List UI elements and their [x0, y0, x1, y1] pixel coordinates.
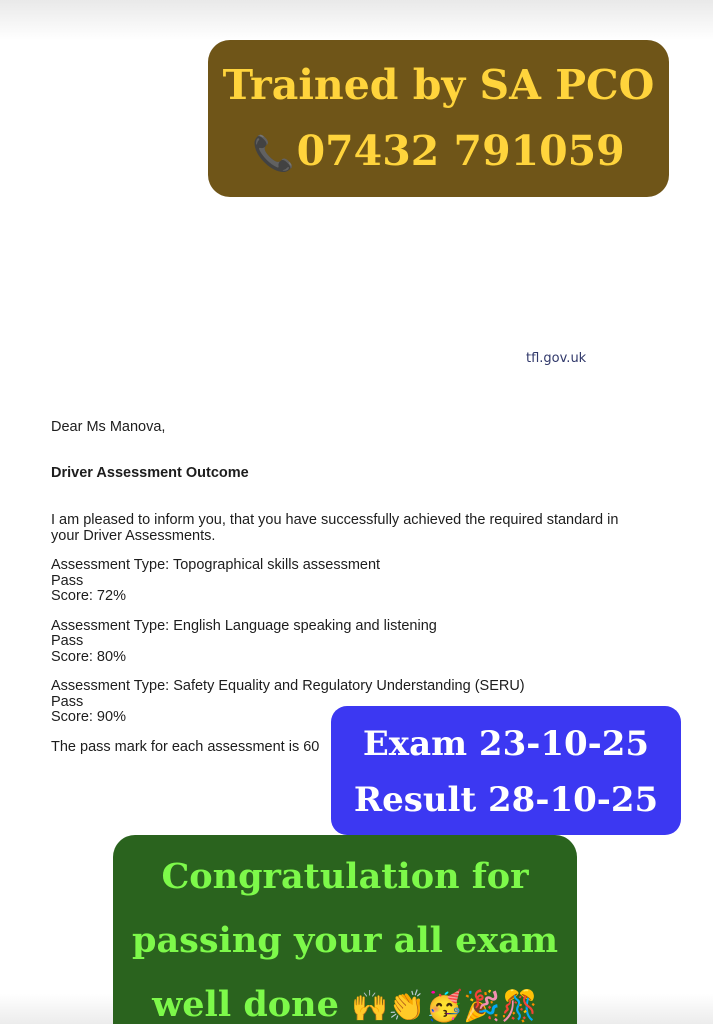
promo-phone-line — [208, 118, 669, 187]
congrats-line-2: passing your all exam — [131, 920, 558, 961]
promo-phone-number: 07432 791059 — [296, 127, 625, 175]
assessment-score: Score: 80% — [51, 648, 126, 665]
letter-salutation: Dear Ms Manova, — [51, 419, 166, 435]
assessment-result: Pass — [51, 633, 84, 649]
assessment-type: Assessment Type: English Language speaking and listening — [51, 617, 437, 634]
promo-title: Trained by SA PCO — [222, 61, 655, 109]
assessment-result: Pass — [51, 693, 84, 710]
letter-intro-line-1: I am pleased to inform you, that you have successfully achieved the required standard in — [51, 512, 619, 528]
pass-mark-text: The pass mark for each assessment is 60 — [51, 738, 320, 755]
assessment-result: Pass — [51, 572, 84, 589]
top-shade — [0, 0, 713, 40]
congrats-well-done: well done — [152, 984, 339, 1024]
exam-date: Exam 23-10-25 — [362, 724, 650, 764]
assessment-type: Assessment Type: Safety Equality and Regulatory Understanding (SERU) — [51, 678, 525, 694]
promo-badge — [208, 40, 669, 197]
assessment-score: Score: 90% — [51, 709, 126, 725]
exam-date-badge — [331, 706, 681, 835]
celebration-emoji-icons: 🙌👏🥳🎉🎊 — [351, 989, 538, 1024]
assessment-score: Score: 72% — [51, 588, 126, 604]
congrats-line-3 — [113, 973, 577, 1024]
assessment-type: Assessment Type: Topographical skills assessment — [51, 557, 381, 573]
tfl-domain: tfl.gov.uk — [526, 351, 587, 366]
letter-intro-line-2: your Driver Assessments. — [51, 527, 216, 544]
assessment-letter — [51, 420, 671, 755]
phone-icon: 📞 — [252, 134, 295, 174]
congrats-badge — [113, 835, 577, 1024]
result-date: Result 28-10-25 — [353, 780, 659, 820]
letter-subject: Driver Assessment Outcome — [51, 464, 249, 481]
congrats-line-1: Congratulation for — [161, 856, 529, 897]
